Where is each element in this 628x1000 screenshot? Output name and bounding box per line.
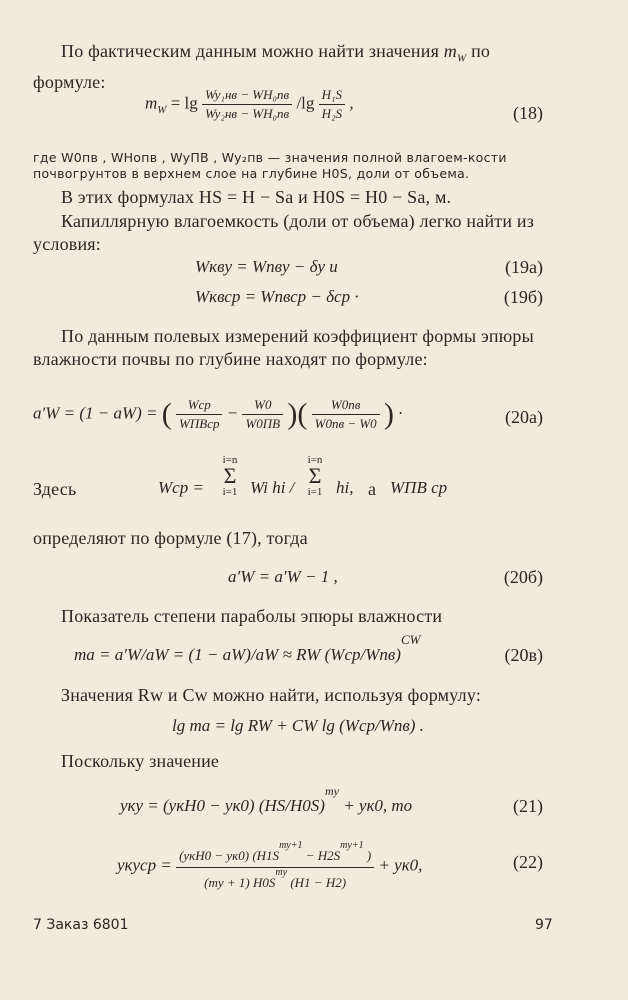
equation-19a: Wквy = Wпвy − δy и [195,257,338,276]
eq20a-f3d: W0пв − W0 [314,416,377,431]
eq18-number: (18) [513,103,543,123]
equation-21 [120,784,413,816]
sum1-bot: i=1 [222,486,238,498]
eq20v-number: (20в) [504,645,543,665]
eq19a-number: (19a) [505,257,543,277]
equation-18 [145,86,354,123]
eq22-num-end: ) [366,848,372,863]
eq18-frac1 [202,86,292,123]
eq22-tail: + yк0, [378,855,423,875]
eq20a-frac3 [312,396,380,433]
intro-var-sub: W [456,52,467,65]
eq19b-number: (19б) [503,287,543,307]
eq22-num-exp2: my+1 [340,840,364,851]
eq18-div-lg: /lg [296,93,315,113]
eq21-exp: my [324,784,339,798]
sum2-top: i=n [307,454,323,466]
eq21-text: yку = (yкH0 − yк0) (HS/H0S) [120,796,325,815]
eq22-number: (22) [513,852,543,872]
values-text: Значения Rw и Cw можно найти, используя формулу: [61,685,482,705]
sum-2 [298,454,332,498]
equation-20b: a′W = a′W − 1 , [228,567,338,586]
field-text: По данным полевых измерений коэффициент формы эпюры влажности почвы по глубине находят по формуле: [33,326,534,369]
eq22-frac [176,837,374,894]
eq22-lhs: yкуср = [117,855,172,875]
eq20a-frac2 [242,396,283,433]
where-text: где W0пв , WHoпв , WyПВ , Wy₂пв — значения полной влагоем-кости почвогрунтов в верхнем слое на глубине H0S, доли от объема. [33,150,507,181]
eq22-num-mid: − H2S [305,848,341,863]
equation-lg: lg ma = lg RW + CW lg (Wср/Wпв) . [172,716,424,735]
eq20a-minus: − [226,403,239,423]
eq20v-exp: CW [400,632,421,647]
eq18-lg: = lg [170,93,198,113]
sum1-sign: Σ [223,463,237,488]
eq20v-text: ma = a′W/aW = (1 − aW)/aW ≈ RW (Wср/Wпв) [74,645,401,664]
here-and: а [368,479,377,499]
here-label: Здесь [33,479,77,499]
eq22-num-exp1: my+1 [279,840,303,851]
eq22-den-text: (my + 1) H0S [204,875,276,890]
eq18-den1: Wy₂нв − WH₀пв [205,106,290,121]
eq18-num1: Wy₁нв − WH₀пв [202,86,292,105]
sum-1 [213,454,247,498]
equation-22 [117,837,422,894]
equation-20v [74,632,421,665]
eq18-den2: H₂S [321,106,343,121]
here-term2: hi, [336,478,354,497]
equation-19b: Wквср = Wпвср − δср · [195,287,359,306]
here-wcp: Wср = [158,478,204,497]
eq18-lhs-sub: W [157,103,167,116]
since-text: Поскольку значение [61,751,220,771]
eq20a-f3n: W0пв [312,396,380,415]
eq22-den-exp: my [275,867,288,878]
equation-20a: a′W = (1 − aW) = ( $\frac{\text{Wср}}{\text{WПВср}}$ − $\frac{W0}{W0ПВ}$ )( $\frac{W0пв}{W0пв - W0}$ ) · [33,397,403,431]
formulas-text: В этих формулах HS = H − Sa и H0S = H0 − Sa, м. [61,187,452,207]
sum1-top: i=n [222,454,238,466]
eq20a-lhs: a′W = (1 − aW) = [33,403,158,423]
intro-end: по [471,41,491,61]
intro-var: m [443,41,457,61]
sum2-sign: Σ [308,463,322,488]
parabola-text: Показатель степени параболы эпюры влажности [61,606,443,626]
eq22-num-text: (yкH0 − yк0) (H1S [179,848,280,863]
here-term1: Wi hi / [250,478,295,497]
eq20a-f2d: W0ПВ [245,416,281,431]
eq20b-number: (20б) [503,567,543,587]
eq18-frac2 [319,86,345,123]
capillary-text: Капиллярную влагоемкость (доли от объема) легко найти из условия: [33,211,535,254]
eq21-number: (21) [513,796,543,816]
intro-text: По фактическим данным можно найти значения [61,41,440,61]
page-number: 97 [535,917,553,933]
eq20a-number: (20a) [505,407,543,427]
eq20a-f1d: WПВср [179,416,220,431]
eq20a-frac1 [176,396,222,433]
intro-line2: формуле: [33,71,106,92]
eq20a-f1n: Wср [176,396,222,415]
here-wpv: WПВ ср [390,478,448,497]
eq21-tail: + yк0, то [343,796,413,815]
eq20a-f2n: W0 [242,396,283,415]
eq22-den [176,868,374,894]
eq20a-dot: · [398,403,403,423]
eq18-lhs: m [145,93,158,113]
eq22-den-end: (H1 − H2) [290,875,347,890]
footer-order: 7 Заказ 6801 [33,917,129,933]
defined-text: определяют по формуле (17), тогда [33,528,308,548]
sum2-bot: i=1 [307,486,323,498]
eq18-num2: H₁S [319,86,345,105]
eq22-num [176,837,374,868]
eq18-tail: , [349,93,354,113]
